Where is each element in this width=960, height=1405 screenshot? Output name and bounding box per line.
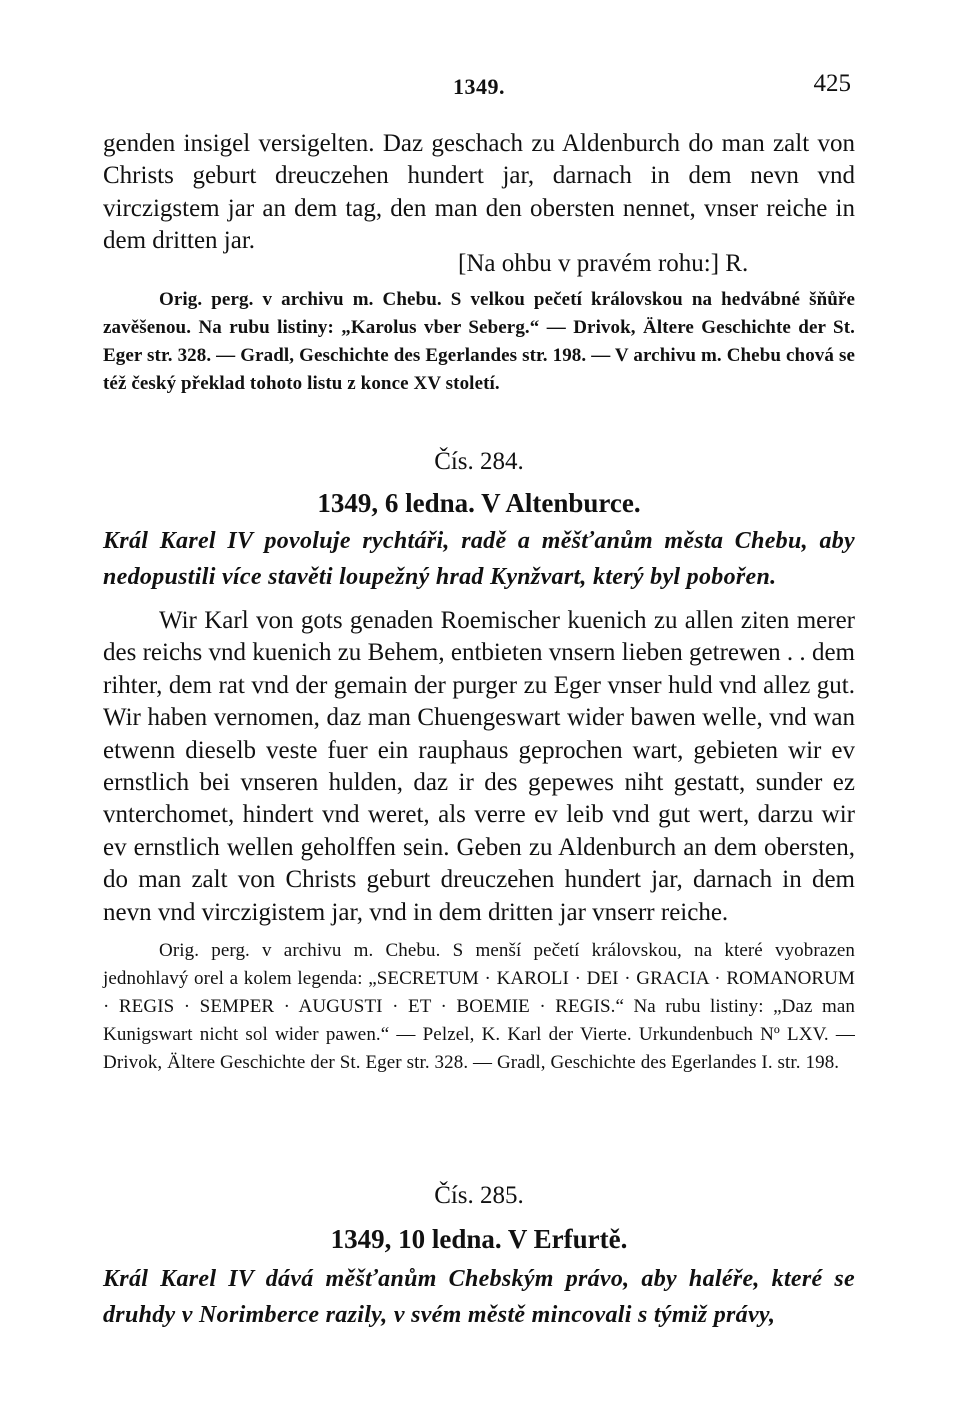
- continued-document: [103, 128, 855, 278]
- page-number: 425: [813, 70, 851, 97]
- document-text: Wir Karl von gots genaden Roemischer kuenich zu allen ziten merer des reichs vnd kuenich zu Behem, entbieten vnsern lieben getrewen . . dem rihter, dem rat vnd der gemain der purger zu Eger vnser huld vnd allez gut. Wir haben vernomen, daz man Chuengeswart wider bawen welle, vnd wan etwenn dieselb veste fuer ein rauphaus geprochen wart, gebieten wir ev ernstlich bei vnseren hulden, daz ir des gepewes niht gestatt, sunder ez vnterchomet, hindert vnd weret, als verre ev leib vnd gut wert, darzu wir ev ernstlich wellen geholffen sein. Geben zu Aldenburch an dem obersten, do man zalt von Christs geburt dreuczehen hundert jar, darnach in dem nevn vnd virczigistem jar, vnd in dem dritten jar vnserr reiche.: [103, 607, 855, 926]
- archival-note: Orig. perg. v archivu m. Chebu. S menší pečetí královskou, na které vyobrazen jednohlavý orel a kolem legenda: „SECRETUM · KAROLI · DEI · GRACIA · ROMANORUM · REGIS · SEMPER · AUGUSTI · ET · BOEMIE · REGIS.“ Na rubu listiny: „Daz man Kunigswart nicht sol wider pawen.“ — Pelzel, K. Karl der Vierte. Urkundenbuch Nº LXV. — Drivok, Ältere Geschichte der St. Eger str. 328. — Gradl, Geschichte des Egerlandes I. str. 198.: [103, 940, 855, 1074]
- archival-note-283: [103, 286, 855, 398]
- document-285: [103, 1182, 855, 1333]
- document-date-place: 1349, 10 ledna. V Erfurtě.: [330, 1224, 628, 1254]
- archival-note-text: Orig. perg. v archivu m. Chebu. S velkou pečetí královskou na hedvábné šňůře zavěšenou. Na rubu listiny: „Karolus vber Seberg.“ — Drivok, Ältere Geschichte der St. Eger str. 328. — Gradl, Geschichte des Egerlandes str. 198. — V archivu m. Chebu chová se též český překlad tohoto listu z konce XV století.: [103, 289, 855, 394]
- document-date-place: 1349, 6 ledna. V Altenburce.: [317, 488, 641, 518]
- document-number: Čís. 284.: [434, 448, 524, 475]
- document-regest: Král Karel IV dává měšťanům Chebským právo, aby haléře, které se druhdy v Norimberce razily, v svém městě mincovali s týmiž právy,: [103, 1266, 855, 1328]
- continued-paragraph: genden insigel versigelten. Daz geschach zu Aldenburch do man zalt von Christs geburt dreuczehen hundert jar, darnach in dem nevn vnd virczigstem jar an dem tag, den man den obersten nennet, vnser reiche in dem dritten jar.: [103, 130, 855, 255]
- document-284: [103, 448, 855, 1077]
- endorsement-note: [Na ohbu v pravém rohu:] R.: [458, 249, 749, 277]
- header-year: 1349.: [453, 74, 505, 99]
- document-regest: Král Karel IV povoluje rychtáři, radě a měšťanům města Chebu, aby nedopustili více stavěti loupežný hrad Kynžvart, který byl pobořen.: [103, 528, 855, 590]
- running-header: [103, 70, 855, 100]
- book-page: [103, 0, 855, 1405]
- document-number: Čís. 285.: [434, 1182, 524, 1209]
